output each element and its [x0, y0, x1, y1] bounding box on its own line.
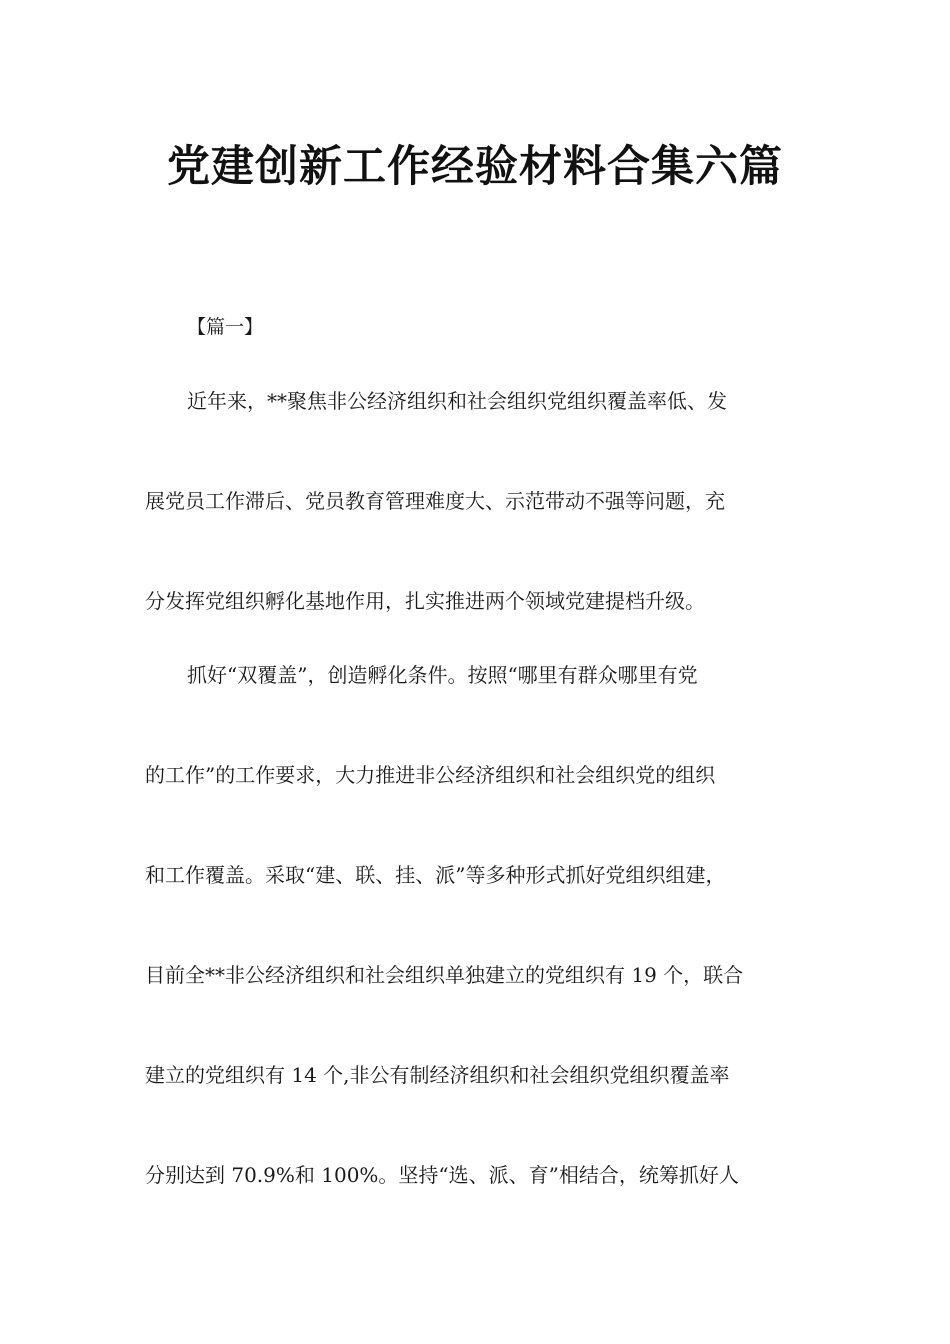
paragraph-line: 分别达到 70.9%和 100%。坚持“选、派、育”相结合，统筹抓好人 [145, 1163, 739, 1187]
paragraph-line: 展党员工作滞后、党员教育管理难度大、示范带动不强等问题，充 [145, 489, 725, 513]
paragraph-line: 建立的党组织有 14 个,非公有制经济组织和社会组织党组织覆盖率 [145, 1063, 730, 1087]
paragraph-line: 近年来，**聚焦非公经济组织和社会组织党组织覆盖率低、发 [187, 389, 727, 413]
paragraph-line: 分发挥党组织孵化基地作用，扎实推进两个领域党建提档升级。 [145, 589, 705, 613]
document-title: 党建创新工作经验材料合集六篇 [167, 142, 783, 192]
paragraph-line: 抓好“双覆盖”，创造孵化条件。按照“哪里有群众哪里有党 [187, 663, 698, 687]
section-label: 【篇一】 [187, 316, 264, 338]
paragraph-line: 的工作”的工作要求，大力推进非公经济组织和社会组织党的组织 [145, 763, 716, 787]
paragraph-line: 和工作覆盖。采取“建、联、挂、派”等多种形式抓好党组织组建， [145, 863, 726, 887]
paragraph-line: 目前全**非公经济组织和社会组织单独建立的党组织有 19 个，联合 [145, 963, 744, 987]
